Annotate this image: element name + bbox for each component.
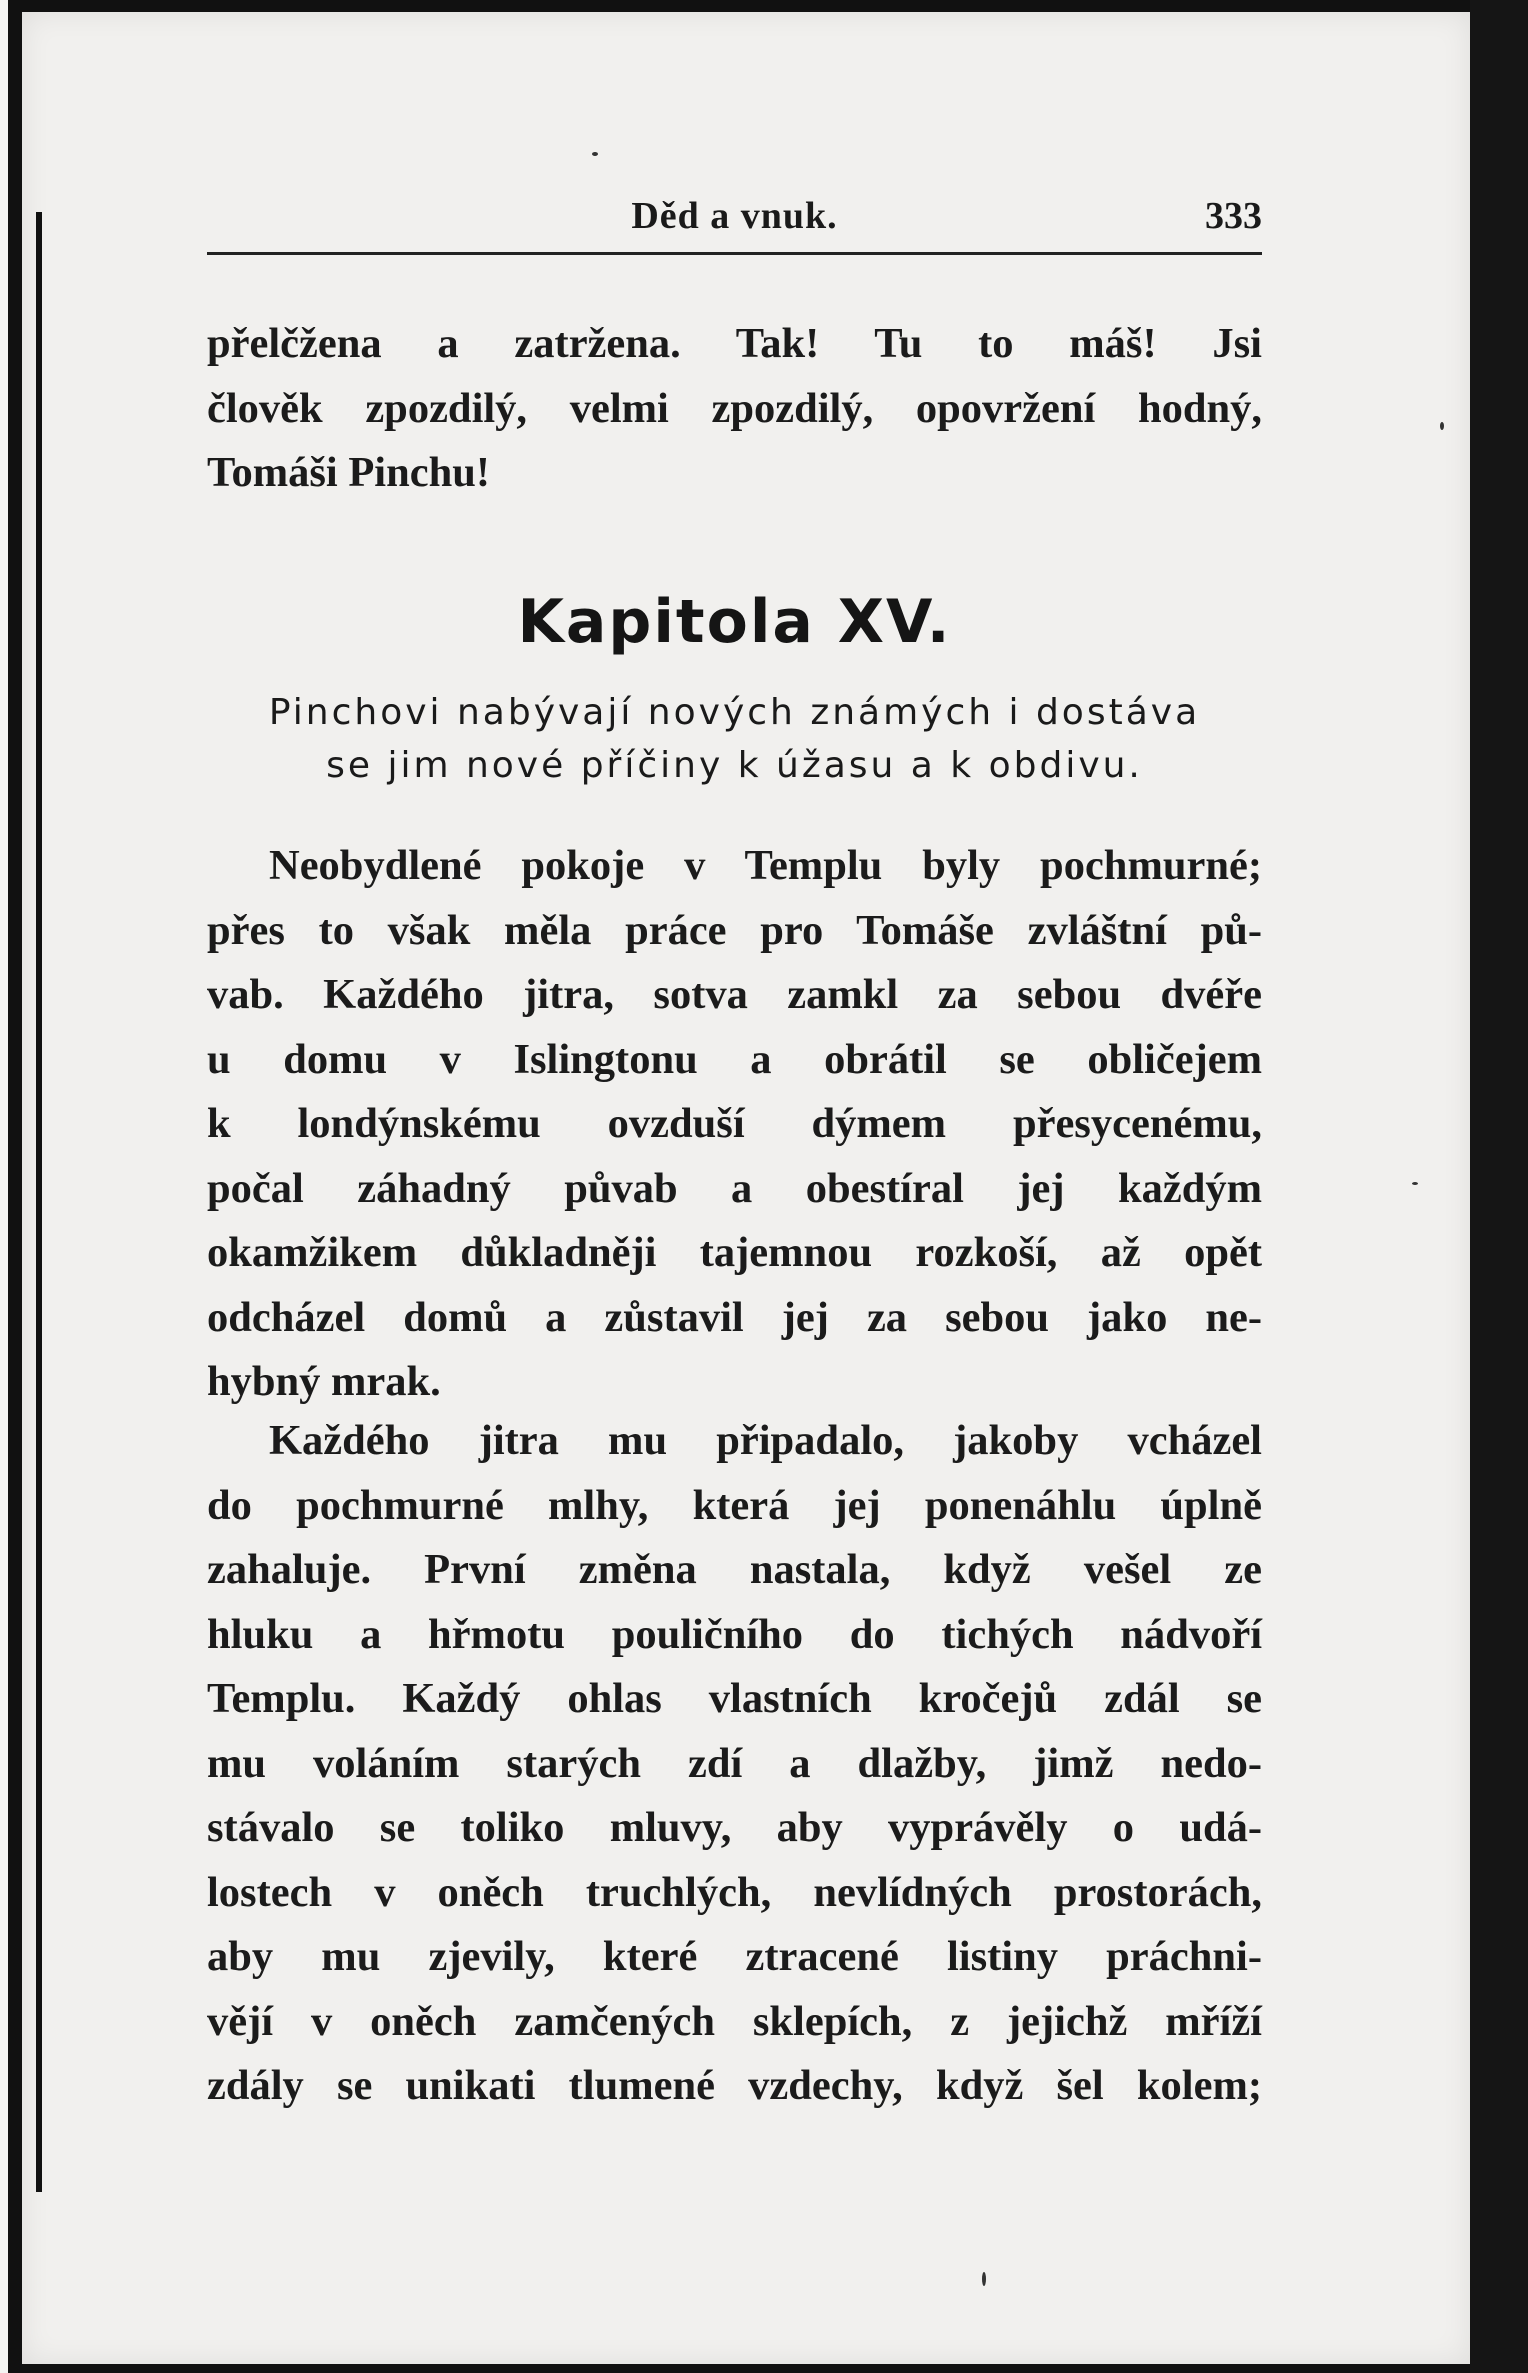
- text-line: Neobydlené pokoje v Templu byly pochmurné;: [269, 842, 1262, 889]
- page-edge-left: [0, 0, 22, 2373]
- ink-speck: [1440, 422, 1444, 430]
- text-line: do pochmurné mlhy, která jej ponenáhlu úplně: [207, 1481, 1262, 1529]
- subtitle-line: Pinchovi nabývají nových známých i dostáva: [268, 692, 1201, 733]
- page-number: 333: [1205, 195, 1262, 237]
- text-line: přelčžena a zatržena. Tak! Tu to máš! Jsi: [207, 320, 1262, 367]
- text-line: člověk zpozdilý, velmi zpozdilý, opovržení hodný,: [207, 384, 1262, 432]
- text-line: Každého jitra mu připadalo, jakoby vcházel: [269, 1417, 1262, 1464]
- text-line: odcházel domů a zůstavil jej za sebou jako ne-: [207, 1293, 1262, 1341]
- running-header: [207, 182, 1262, 255]
- text-line: zahaluje. První změna nastala, když vešel ze: [207, 1546, 1262, 1593]
- text-line: k londýnskému ovzduší dýmem přesycenému,: [207, 1100, 1262, 1147]
- text-line: Templu. Každý ohlas vlastních kročejů zdál se: [207, 1675, 1262, 1722]
- chapter-heading: Kapitola XV.: [517, 587, 952, 657]
- text-line: Tomáši Pinchu!: [207, 449, 491, 496]
- ink-speck: [982, 2272, 986, 2286]
- running-title: Děd a vnuk.: [631, 195, 838, 237]
- text-line: vab. Každého jitra, sotva zamkl za sebou dvéře: [207, 971, 1262, 1018]
- text-line: zdály se unikati tlumené vzdechy, když šel kolem;: [207, 2062, 1262, 2109]
- intro-paragraph: [207, 312, 1262, 506]
- text-line: lostech v oněch truchlých, nevlídných prostorách,: [207, 1868, 1262, 1916]
- ink-speck: [1412, 1182, 1418, 1185]
- subtitle-line: se jim nové příčiny k úžasu a k obdivu.: [326, 745, 1143, 786]
- text-line: hybný mrak.: [207, 1358, 441, 1405]
- page-edge-right: [1470, 0, 1528, 2373]
- text-line: přes to však měla práce pro Tomáše zvláštní pů-: [207, 906, 1262, 954]
- text-line: stávalo se toliko mluvy, aby vyprávěly o udá-: [207, 1804, 1262, 1851]
- text-line: u domu v Islingtonu a obrátil se obličejem: [207, 1035, 1262, 1083]
- paragraph-2: [207, 1409, 1262, 2119]
- ink-speck: [592, 152, 598, 156]
- text-line: hluku a hřmotu pouličního do tichých nádvoří: [207, 1610, 1262, 1658]
- book-page: [22, 12, 1470, 2364]
- binding-shadow: [36, 212, 42, 2192]
- paragraph-1: [207, 834, 1262, 1415]
- text-line: mu voláním starých zdí a dlažby, jimž nedo-: [207, 1739, 1262, 1787]
- chapter-subtitle: [207, 686, 1262, 792]
- text-line: aby mu zjevily, které ztracené listiny práchni-: [207, 1933, 1262, 1980]
- text-line: okamžikem důkladněji tajemnou rozkoší, až opět: [207, 1229, 1262, 1276]
- text-line: počal záhadný půvab a obestíral jej každým: [207, 1164, 1262, 1212]
- text-line: vějí v oněch zamčených sklepích, z jejichž mříží: [207, 1997, 1262, 2045]
